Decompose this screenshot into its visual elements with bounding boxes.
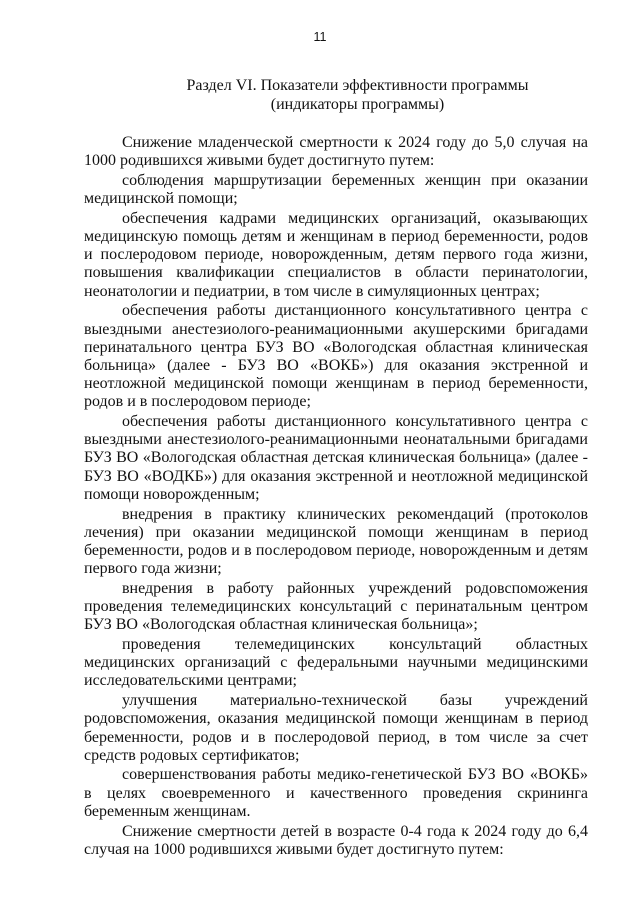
paragraph-material-base: улучшения материально-технической базы учреждений родовспоможения, оказания медицинской помощи женщинам в период беременности, родов и в послеродовой период, в том числе за счет средств родовых сертификатов; — [84, 692, 588, 764]
paragraph-staffing: обеспечения кадрами медицинских организаций, оказывающих медицинскую помощь детям и женщинам в период беременности, родов и послеродовом периоде, новорожденным, детям первого года жизни, повышения квалификации специалистов в области перинатологии, неонатологии и педиатрии, в том числе в симуляционных центрах; — [84, 209, 588, 300]
paragraph-obstetric-teams: обеспечения работы дистанционного консультативного центра с выездными анестезиолого-реанимационными акушерскими бригадами перинатального центра БУЗ ВО «Вологодская областная клиническая больница» (далее - БУЗ ВО «ВОКБ») для оказания экстренной и неотложной медицинской помощи женщинам в период беременности, родов и в послеродовом периоде; — [84, 302, 588, 411]
paragraph-neonatal-teams: обеспечения работы дистанционного консультативного центра с выездными анестезиолого-реанимационными неонатальными бригадами БУЗ ВО «Вологодская областная детская клиническая больница» (далее - БУЗ ВО «ВОДКБ») для оказания экстренной и неотложной медицинской помощи новорожденным; — [84, 413, 588, 503]
section-title: Раздел VI. Показатели эффективности программы — [186, 77, 529, 94]
paragraph-routing: соблюдения маршрутизации беременных женщин при оказании медицинской помощи; — [84, 171, 588, 208]
paragraph-telemedicine-federal: проведения телемедицинских консультаций областных медицинских организаций с федеральными научными медицинскими исследовательскими центрами; — [84, 635, 588, 690]
section-subtitle: (индикаторы программы) — [270, 96, 445, 113]
paragraph-genetic-screening: совершенствования работы медико-генетической БУЗ ВО «ВОКБ» в целях своевременного и качественного проведения скрининга беременным женщинам. — [84, 766, 588, 820]
page-number: 11 — [313, 30, 327, 44]
document-body — [84, 134, 588, 860]
paragraph-infant-mortality: Снижение младенческой смертности к 2024 году до 5,0 случая на 1000 родившихся живыми будет достигнуто путем: — [84, 134, 588, 170]
paragraph-child-mortality: Снижение смертности детей в возрасте 0-4 года к 2024 году до 6,4 случая на 1000 родившихся живыми будет достигнуто путем: — [84, 822, 588, 858]
section-heading — [105, 76, 610, 114]
paragraph-telemedicine-district: внедрения в работу районных учреждений родовспоможения проведения телемедицинских консультаций с перинатальным центром БУЗ ВО «Вологодская областная клиническая больница»; — [84, 579, 588, 634]
paragraph-clinical-guidelines: внедрения в практику клинических рекомендаций (протоколов лечения) при оказании медицинской помощи женщинам в период беременности, родов и в послеродовом периоде, новорожденным и детям первого года жизни; — [84, 505, 588, 578]
